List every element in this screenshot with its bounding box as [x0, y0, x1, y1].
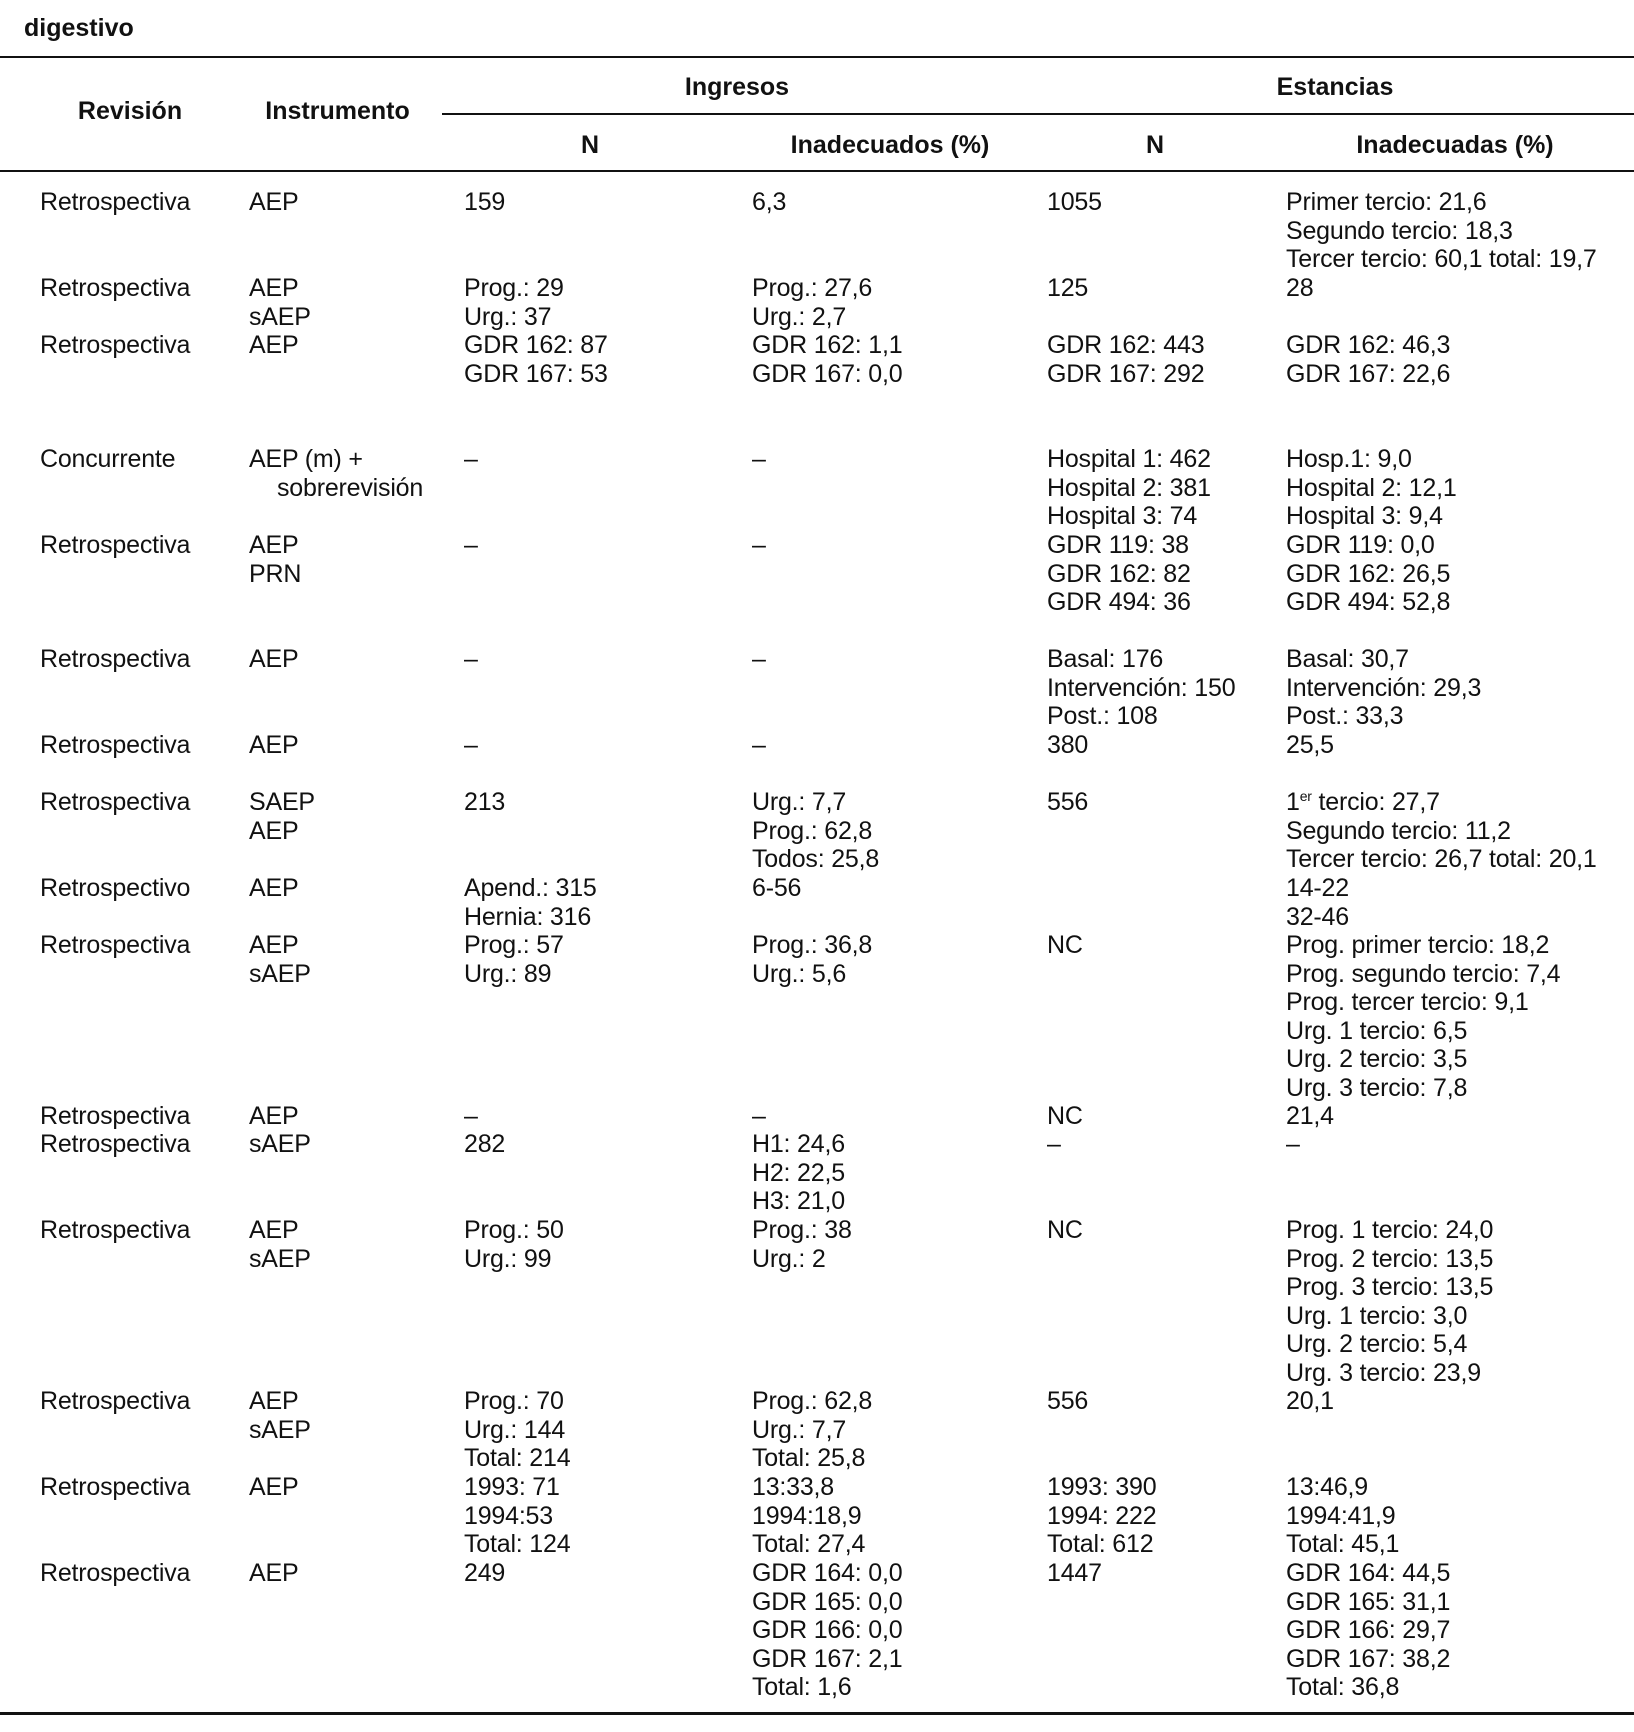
instrumento-cell — [249, 931, 311, 988]
cell-line: PRN — [249, 559, 302, 588]
cell-line: Hospital 2: 381 — [1047, 473, 1211, 502]
header-ingresos: Ingresos — [684, 73, 790, 101]
cell-line: Hospital 3: 9,4 — [1286, 502, 1443, 530]
cell-line: 28 — [1286, 274, 1314, 302]
cell-line: 1993: 71 — [464, 1473, 560, 1501]
cell-line: Tercer tercio: 26,7 total: 20,1 — [1286, 845, 1597, 873]
cell-line: GDR 164: 44,5 — [1286, 1559, 1451, 1587]
cell-line: sAEP — [249, 302, 311, 331]
cell-line: – — [752, 731, 766, 759]
cell-line: – — [464, 645, 478, 673]
cell-line: 20,1 — [1286, 1387, 1334, 1415]
cell-line: sAEP — [249, 1130, 311, 1158]
ingresos-n-cell — [464, 1387, 570, 1473]
revision-cell: Retrospectiva — [40, 645, 191, 673]
cell-line: H3: 21,0 — [752, 1187, 845, 1215]
cell-line: – — [464, 445, 478, 473]
ingresos-inadecuados-cell — [752, 445, 766, 474]
cell-line: – — [752, 645, 766, 673]
cell-line: Prog. 3 tercio: 13,5 — [1286, 1273, 1494, 1301]
ingresos-inadecuados-cell — [752, 1387, 872, 1473]
ingresos-inadecuados-cell — [752, 645, 766, 674]
estancias-n-cell — [1047, 331, 1204, 388]
cell-line: Hernia: 316 — [464, 902, 592, 931]
ingresos-inadecuados-cell — [752, 188, 786, 217]
ingresos-inadecuados-cell — [752, 274, 872, 331]
revision-cell: Retrospectiva — [40, 274, 191, 302]
estancias-inadecuadas-cell — [1286, 874, 1349, 931]
revision-cell: Retrospectiva — [40, 788, 191, 816]
cell-line: AEP — [249, 931, 299, 959]
cell-line: Prog. tercer tercio: 9,1 — [1286, 988, 1529, 1016]
cell-line: Urg.: 2,7 — [752, 302, 847, 331]
cell-line: GDR 165: 0,0 — [752, 1587, 903, 1616]
ingresos-inadecuados-cell — [752, 931, 872, 988]
cell-line: GDR 167: 53 — [464, 359, 608, 388]
cell-line: 6,3 — [752, 188, 787, 216]
instrumento-cell — [249, 1387, 311, 1444]
ingresos-n-cell — [464, 1130, 505, 1159]
cell-line: GDR 494: 52,8 — [1286, 588, 1451, 616]
cell-line: GDR 167: 22,6 — [1286, 359, 1451, 388]
cell-line: Intervención: 29,3 — [1286, 673, 1482, 702]
revision-cell: Retrospectiva — [40, 1387, 191, 1415]
ingresos-n-cell — [464, 1102, 478, 1131]
cell-line: Hospital 2: 12,1 — [1286, 473, 1457, 502]
cell-line: Hospital 1: 462 — [1047, 445, 1211, 473]
ingresos-n-cell — [464, 1559, 505, 1588]
cell-line: Prog.: 38 — [752, 1216, 852, 1244]
cell-line: 13:33,8 — [752, 1473, 835, 1501]
estancias-inadecuadas-cell — [1286, 931, 1560, 1102]
cell-line: 1994:53 — [464, 1501, 553, 1530]
ingresos-n-cell — [464, 1216, 564, 1273]
estancias-inadecuadas-cell — [1286, 1130, 1300, 1159]
instrumento-cell — [249, 874, 298, 903]
cell-line: Prog.: 36,8 — [752, 931, 873, 959]
instrumento-cell — [249, 1102, 298, 1131]
cell-line: Urg.: 99 — [464, 1244, 552, 1273]
cell-line: AEP — [249, 274, 299, 302]
cell-line: NC — [1047, 1216, 1083, 1244]
cell-line: Post.: 33,3 — [1286, 702, 1404, 730]
ingresos-inadecuados-cell — [752, 731, 766, 760]
ingresos-inadecuados-cell — [752, 874, 801, 903]
cell-line: 159 — [464, 188, 506, 216]
cell-line: Prog.: 29 — [464, 274, 564, 302]
cell-line: 1994:18,9 — [752, 1501, 862, 1530]
cell-line: Prog. primer tercio: 18,2 — [1286, 931, 1550, 959]
bottom-rule — [0, 1712, 1634, 1715]
cell-line: Hosp.1: 9,0 — [1286, 445, 1412, 473]
cell-line: Urg. 1 tercio: 3,0 — [1286, 1301, 1468, 1330]
instrumento-cell — [249, 188, 298, 217]
ingresos-n-cell — [464, 531, 478, 560]
cell-line: 125 — [1047, 274, 1089, 302]
instrumento-cell — [249, 645, 298, 674]
header-ingresos-n: N — [580, 131, 600, 159]
instrumento-cell — [249, 531, 301, 588]
cell-line: Prog.: 50 — [464, 1216, 564, 1244]
cell-line: sAEP — [249, 1244, 311, 1273]
estancias-inadecuadas-cell — [1286, 731, 1334, 760]
cell-line: Total: 27,4 — [752, 1530, 866, 1558]
cell-line: AEP — [249, 645, 299, 673]
ingresos-inadecuados-cell — [752, 1216, 852, 1273]
estancias-inadecuadas-cell — [1286, 1387, 1334, 1416]
cell-line: H1: 24,6 — [752, 1130, 845, 1158]
estancias-n-cell — [1047, 188, 1102, 217]
cell-line: Urg.: 2 — [752, 1244, 826, 1273]
estancias-inadecuadas-cell — [1286, 188, 1597, 274]
cell-line: GDR 162: 46,3 — [1286, 331, 1451, 359]
estancias-n-cell — [1047, 788, 1088, 817]
ingresos-inadecuados-cell — [752, 1473, 865, 1559]
estancias-n-cell — [1047, 645, 1235, 731]
header-estancias-inadecuadas: Inadecuadas (%) — [1356, 131, 1554, 159]
cell-line: 1er tercio: 27,7 — [1286, 788, 1440, 816]
estancias-n-cell — [1047, 1216, 1083, 1245]
cell-line: 14-22 — [1286, 874, 1349, 902]
cell-line: 380 — [1047, 731, 1089, 759]
ingresos-n-cell — [464, 445, 478, 474]
cell-line: Hospital 3: 74 — [1047, 502, 1198, 530]
ingresos-inadecuados-cell — [752, 331, 902, 388]
cell-line: 13:46,9 — [1286, 1473, 1369, 1501]
cell-line: Segundo tercio: 18,3 — [1286, 216, 1513, 245]
cell-line: 6-56 — [752, 874, 802, 902]
instrumento-cell — [249, 1216, 311, 1273]
estancias-n-cell — [1047, 445, 1211, 531]
ingresos-n-cell — [464, 188, 505, 217]
cell-line: Prog. 1 tercio: 24,0 — [1286, 1216, 1494, 1244]
cell-line: AEP — [249, 1473, 299, 1501]
cell-line: Intervención: 150 — [1047, 673, 1236, 702]
instrumento-cell — [249, 731, 298, 760]
instrumento-cell — [249, 1130, 311, 1159]
revision-cell: Retrospectiva — [40, 1102, 191, 1130]
estancias-inadecuadas-cell — [1286, 531, 1450, 617]
cell-line: 32-46 — [1286, 902, 1349, 931]
cell-line: GDR 167: 0,0 — [752, 359, 903, 388]
cell-line: Urg.: 37 — [464, 302, 552, 331]
estancias-inadecuadas-cell — [1286, 645, 1481, 731]
cell-line: – — [752, 1102, 766, 1130]
cell-line: GDR 162: 26,5 — [1286, 559, 1451, 588]
cell-line: Apend.: 315 — [464, 874, 597, 902]
cell-line: Total: 36,8 — [1286, 1673, 1400, 1701]
cell-line: Urg. 2 tercio: 3,5 — [1286, 1045, 1468, 1073]
cell-line: 282 — [464, 1130, 506, 1158]
revision-cell: Retrospectiva — [40, 188, 191, 216]
header-instrumento: Instrumento — [265, 97, 410, 125]
cell-line: – — [752, 531, 766, 559]
ingresos-n-cell — [464, 931, 564, 988]
cell-line: GDR 162: 1,1 — [752, 331, 903, 359]
cell-line: 1994:41,9 — [1286, 1501, 1396, 1530]
cell-line: AEP — [249, 731, 299, 759]
header-estancias-n: N — [1145, 131, 1165, 159]
cell-line: AEP — [249, 874, 299, 902]
revision-cell: Retrospectiva — [40, 531, 191, 559]
estancias-inadecuadas-cell — [1286, 1473, 1399, 1559]
estancias-inadecuadas-cell — [1286, 445, 1457, 531]
cell-line: Total: 124 — [464, 1530, 571, 1558]
cell-line: AEP — [249, 331, 299, 359]
revision-cell: Retrospectiva — [40, 1216, 191, 1244]
cell-line: – — [464, 531, 478, 559]
ingresos-inadecuados-cell — [752, 1102, 766, 1131]
estancias-n-cell — [1047, 931, 1083, 960]
instrumento-cell — [249, 274, 311, 331]
cell-line: Urg.: 89 — [464, 959, 552, 988]
estancias-inadecuadas-cell — [1286, 1102, 1334, 1131]
revision-cell: Retrospectiva — [40, 1130, 191, 1158]
cell-line: NC — [1047, 1102, 1083, 1130]
cell-line: GDR 162: 82 — [1047, 559, 1191, 588]
cell-line: AEP — [249, 1102, 299, 1130]
cell-line: Segundo tercio: 11,2 — [1286, 816, 1511, 845]
instrumento-cell — [249, 788, 315, 845]
estancias-inadecuadas-cell — [1286, 331, 1450, 388]
cell-line: GDR 166: 0,0 — [752, 1616, 903, 1644]
top-rule — [0, 56, 1634, 58]
cell-line: – — [464, 731, 478, 759]
cell-line: AEP — [249, 188, 299, 216]
cell-line: Total: 612 — [1047, 1530, 1154, 1558]
estancias-n-cell — [1047, 1387, 1088, 1416]
table-caption: digestivo — [24, 14, 134, 42]
ingresos-inadecuados-cell — [752, 1559, 902, 1702]
cell-line: GDR 167: 38,2 — [1286, 1644, 1451, 1673]
group-header-rule — [442, 113, 1634, 115]
cell-line: 556 — [1047, 788, 1089, 816]
ingresos-n-cell — [464, 1473, 570, 1559]
ingresos-inadecuados-cell — [752, 1130, 845, 1216]
cell-line: 249 — [464, 1559, 506, 1587]
cell-line: AEP — [249, 816, 299, 845]
ingresos-n-cell — [464, 645, 478, 674]
ingresos-n-cell — [464, 274, 564, 331]
cell-line: Prog.: 62,8 — [752, 816, 873, 845]
cell-line: Urg. 3 tercio: 7,8 — [1286, 1073, 1468, 1102]
revision-cell: Retrospectiva — [40, 731, 191, 759]
instrumento-cell — [249, 331, 298, 360]
cell-line: Tercer tercio: 60,1 total: 19,7 — [1286, 245, 1597, 273]
cell-line: NC — [1047, 931, 1083, 959]
cell-line: – — [1047, 1130, 1061, 1158]
cell-line: sobrerevisión — [277, 473, 424, 502]
cell-line: AEP — [249, 1559, 299, 1587]
cell-line: sAEP — [249, 1415, 311, 1444]
cell-line: Prog. segundo tercio: 7,4 — [1286, 959, 1561, 988]
cell-line: 25,5 — [1286, 731, 1334, 759]
cell-line: – — [752, 445, 766, 473]
cell-line: H2: 22,5 — [752, 1158, 845, 1187]
ingresos-n-cell — [464, 874, 597, 931]
header-rule — [0, 170, 1634, 172]
cell-line: Urg. 2 tercio: 5,4 — [1286, 1330, 1468, 1358]
cell-line: Prog.: 70 — [464, 1387, 564, 1415]
cell-line: GDR 164: 0,0 — [752, 1559, 903, 1587]
cell-line: 21,4 — [1286, 1102, 1334, 1130]
cell-line: AEP — [249, 1216, 299, 1244]
cell-line: GDR 166: 29,7 — [1286, 1616, 1451, 1644]
cell-line: 556 — [1047, 1387, 1089, 1415]
cell-line: AEP (m) + — [249, 445, 363, 473]
cell-line: Urg.: 5,6 — [752, 959, 847, 988]
cell-line: 213 — [464, 788, 506, 816]
cell-line: Prog.: 62,8 — [752, 1387, 873, 1415]
estancias-n-cell — [1047, 1559, 1102, 1588]
header-estancias: Estancias — [1276, 73, 1394, 101]
instrumento-cell — [249, 445, 423, 502]
cell-line: sAEP — [249, 959, 311, 988]
header-revision: Revisión — [77, 97, 183, 125]
cell-line: GDR 494: 36 — [1047, 588, 1191, 616]
revision-cell: Retrospectiva — [40, 931, 191, 959]
instrumento-cell — [249, 1559, 298, 1588]
cell-line: AEP — [249, 531, 299, 559]
cell-line: Primer tercio: 21,6 — [1286, 188, 1487, 216]
cell-line: GDR 167: 292 — [1047, 359, 1205, 388]
revision-cell: Retrospectiva — [40, 1559, 191, 1587]
revision-cell: Retrospectivo — [40, 874, 191, 902]
cell-line: Post.: 108 — [1047, 702, 1158, 730]
cell-line: GDR 162: 443 — [1047, 331, 1205, 359]
estancias-inadecuadas-cell — [1286, 788, 1597, 874]
estancias-inadecuadas-cell — [1286, 274, 1313, 303]
cell-line: Total: 214 — [464, 1444, 571, 1472]
cell-line: 1447 — [1047, 1559, 1102, 1587]
cell-line: Urg. 3 tercio: 23,9 — [1286, 1358, 1481, 1387]
cell-line: Urg.: 7,7 — [752, 788, 847, 816]
cell-line: GDR 119: 0,0 — [1286, 531, 1435, 559]
cell-line: GDR 167: 2,1 — [752, 1644, 903, 1673]
estancias-n-cell — [1047, 1102, 1083, 1131]
cell-line: Urg.: 7,7 — [752, 1415, 847, 1444]
revision-cell: Retrospectiva — [40, 1473, 191, 1501]
instrumento-cell — [249, 1473, 298, 1502]
cell-line: Prog.: 57 — [464, 931, 564, 959]
estancias-inadecuadas-cell — [1286, 1559, 1450, 1702]
cell-line: Basal: 176 — [1047, 645, 1164, 673]
cell-line: Urg.: 144 — [464, 1415, 566, 1444]
cell-line: Total: 25,8 — [752, 1444, 866, 1472]
cell-line: Total: 1,6 — [752, 1673, 852, 1701]
ingresos-n-cell — [464, 731, 478, 760]
revision-cell: Concurrente — [40, 445, 176, 473]
cell-line: 1993: 390 — [1047, 1473, 1157, 1501]
estancias-inadecuadas-cell — [1286, 1216, 1493, 1387]
ingresos-n-cell — [464, 331, 608, 388]
cell-line: Todos: 25,8 — [752, 845, 880, 873]
cell-line: Total: 45,1 — [1286, 1530, 1400, 1558]
cell-line: Urg. 1 tercio: 6,5 — [1286, 1016, 1468, 1045]
revision-cell: Retrospectiva — [40, 331, 191, 359]
cell-line: – — [1286, 1130, 1300, 1158]
ingresos-inadecuados-cell — [752, 531, 766, 560]
cell-line: Prog.: 27,6 — [752, 274, 873, 302]
estancias-n-cell — [1047, 1473, 1156, 1559]
header-ingresos-inadecuados: Inadecuados (%) — [790, 131, 990, 159]
cell-line: GDR 119: 38 — [1047, 531, 1189, 559]
cell-line: – — [464, 1102, 478, 1130]
cell-line: Prog. 2 tercio: 13,5 — [1286, 1244, 1494, 1273]
estancias-n-cell — [1047, 731, 1088, 760]
cell-line: AEP — [249, 1387, 299, 1415]
cell-line: GDR 165: 31,1 — [1286, 1587, 1451, 1616]
cell-line: GDR 162: 87 — [464, 331, 608, 359]
ingresos-n-cell — [464, 788, 505, 817]
cell-line: 1994: 222 — [1047, 1501, 1157, 1530]
ingresos-inadecuados-cell — [752, 788, 879, 874]
cell-line: Basal: 30,7 — [1286, 645, 1409, 673]
estancias-n-cell — [1047, 1130, 1061, 1159]
cell-line: 1055 — [1047, 188, 1102, 216]
estancias-n-cell — [1047, 531, 1191, 617]
estancias-n-cell — [1047, 274, 1088, 303]
cell-line: SAEP — [249, 788, 315, 816]
